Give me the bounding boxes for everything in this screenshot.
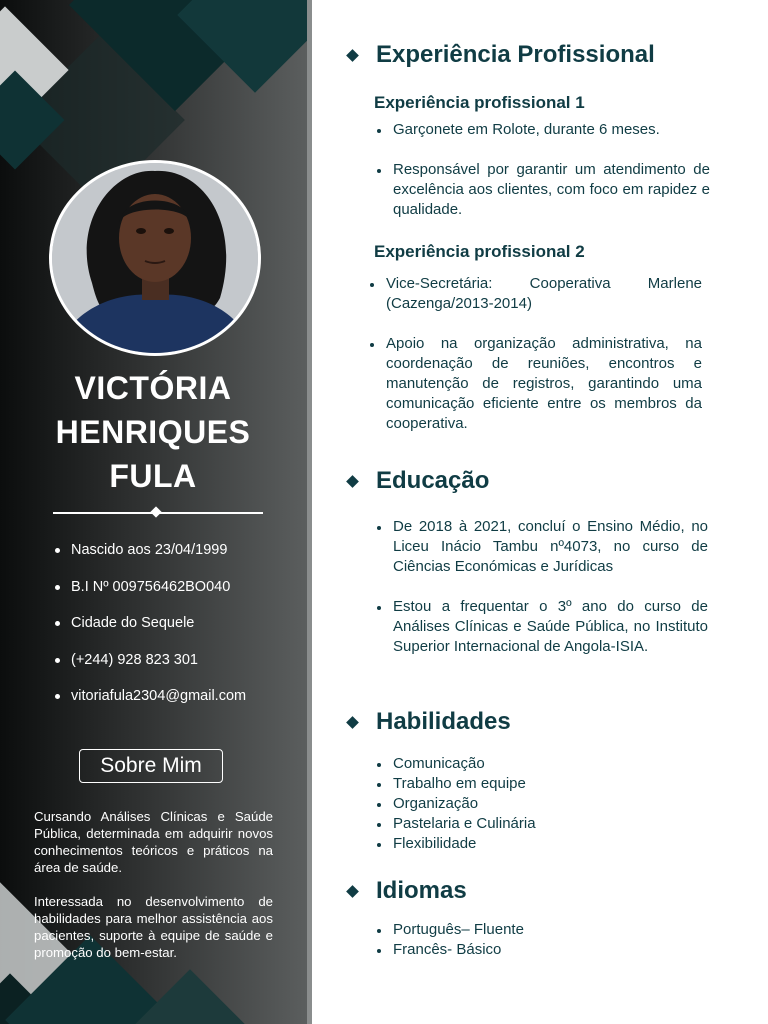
list-item: Estou a frequentar o 3º ano do curso de Análises Clínicas e Saúde Pública, no Instituto Superior Internacional de Angola-ISIA.: [374, 597, 708, 657]
sidebar: [0, 0, 307, 1024]
about-title-box: Sobre Mim: [79, 749, 223, 783]
languages-list: [374, 920, 708, 960]
section-title: Habilidades: [376, 708, 511, 735]
skills-list: [374, 754, 708, 854]
name-line: HENRIQUES: [55, 414, 251, 450]
section-title: Idiomas: [376, 877, 467, 904]
main-content: [312, 0, 768, 1024]
list-item: Trabalho em equipe: [374, 774, 708, 794]
contact-email: vitoriafula2304@gmail.com: [52, 687, 246, 724]
separator-diamond: [150, 506, 161, 517]
full-name: [20, 366, 286, 498]
list-item: De 2018 à 2021, concluí o Ensino Médio, no Liceu Inácio Tambu nº4073, no curso de Ciências Económicas e Jurídicas: [374, 517, 708, 577]
job-2-list: [367, 274, 702, 454]
job-2-title: Experiência profissional 2: [374, 242, 585, 261]
diamond-bullet-icon: [346, 49, 359, 62]
diamond-bullet-icon: [346, 716, 359, 729]
about-paragraph: Interessada no desenvolvimento de habilidades para melhor assistência aos pacientes, suporte à equipe de saúde e promoção do bem-estar.: [34, 894, 273, 960]
section-skills-heading: [348, 708, 511, 736]
list-item: Pastelaria e Culinária: [374, 814, 708, 834]
list-item: Vice-Secretária: Cooperativa Marlene (Cazenga/2013-2014): [367, 274, 702, 314]
job-1-list: [374, 120, 710, 240]
list-item: Garçonete em Rolote, durante 6 meses.: [374, 120, 710, 140]
list-item: Responsável por garantir um atendimento de excelência aos clientes, com foco em rapidez e qualidade.: [374, 160, 710, 220]
contact-id-number: B.I Nº 009756462BO040: [52, 578, 246, 615]
contact-city: Cidade do Sequele: [52, 614, 246, 651]
section-title: Experiência Profissional: [376, 41, 655, 68]
name-line: VICTÓRIA: [74, 370, 232, 406]
profile-photo: [49, 160, 261, 356]
contact-birthdate: Nascido aos 23/04/1999: [52, 541, 246, 578]
education-list: [374, 517, 708, 677]
diamond-bullet-icon: [346, 885, 359, 898]
section-languages-heading: [348, 877, 467, 905]
profile-photo-illustration: [52, 163, 258, 353]
list-item: Francês- Básico: [374, 940, 708, 960]
contact-list: [52, 541, 246, 724]
section-title: Educação: [376, 467, 490, 494]
list-item: Organização: [374, 794, 708, 814]
about-paragraph: Cursando Análises Clínicas e Saúde Pública, determinada em adquirir novos conhecimentos teóricos e práticos na área de saúde.: [34, 809, 273, 875]
contact-phone: (+244) 928 823 301: [52, 651, 246, 688]
list-item: Flexibilidade: [374, 834, 708, 854]
name-line: FULA: [109, 458, 197, 494]
diamond-bullet-icon: [346, 475, 359, 488]
about-text: [34, 808, 273, 978]
job-1-title: Experiência profissional 1: [374, 93, 585, 112]
section-education-heading: [348, 467, 489, 495]
list-item: Apoio na organização administrativa, na coordenação de reuniões, encontros e manutenção de registros, garantindo uma comunicação eficiente entre os membros da cooperativa.: [367, 334, 702, 434]
section-experience-heading: [348, 41, 655, 69]
list-item: Português– Fluente: [374, 920, 708, 940]
list-item: Comunicação: [374, 754, 708, 774]
